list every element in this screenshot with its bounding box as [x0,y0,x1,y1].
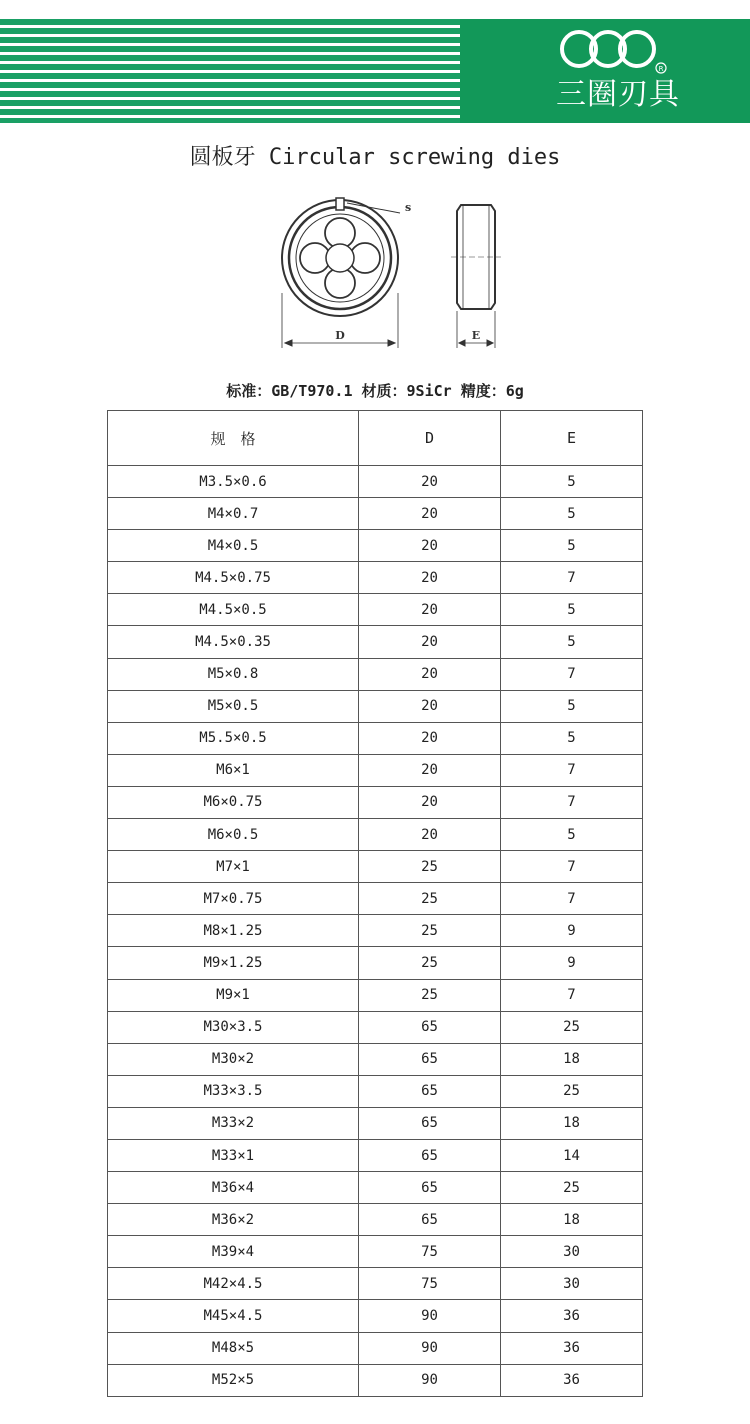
cell-e: 7 [501,851,643,883]
cell-spec: M4.5×0.5 [108,594,359,626]
cell-d: 25 [359,883,501,915]
table-row [108,915,643,947]
cell-d: 20 [359,786,501,818]
cell-d: 20 [359,594,501,626]
cell-d: 20 [359,530,501,562]
cell-d: 20 [359,722,501,754]
cell-spec: M4.5×0.75 [108,562,359,594]
table-row [108,754,643,786]
cell-spec: M5×0.8 [108,658,359,690]
cell-e: 5 [501,626,643,658]
cell-e: 14 [501,1139,643,1171]
cell-d: 20 [359,690,501,722]
page-title: 圆板牙 Circular screwing dies [189,145,561,170]
cell-spec: M30×2 [108,1043,359,1075]
cell-d: 65 [359,1011,501,1043]
cell-e: 5 [501,594,643,626]
cell-d: 90 [359,1332,501,1364]
header-stripes [0,19,460,123]
cell-e: 25 [501,1011,643,1043]
cell-d: 65 [359,1139,501,1171]
cell-spec: M4×0.5 [108,530,359,562]
cell-spec: M6×0.75 [108,786,359,818]
table-body [108,466,643,1397]
cell-d: 20 [359,819,501,851]
cell-e: 30 [501,1268,643,1300]
brand-name: 三圈刃具 [556,77,680,112]
table-row [108,1300,643,1332]
cell-spec: M36×2 [108,1204,359,1236]
cell-spec: M9×1 [108,979,359,1011]
spec-line: 标准：GB/T970.1 材质：9SiCr 精度：6g [226,382,524,400]
table-row [108,1107,643,1139]
table-row [108,1236,643,1268]
table-row [108,466,643,498]
cell-e: 36 [501,1300,643,1332]
header-e: E [501,411,643,466]
cell-d: 65 [359,1075,501,1107]
table-row [108,851,643,883]
cell-e: 5 [501,819,643,851]
cell-e: 25 [501,1075,643,1107]
cell-e: 9 [501,915,643,947]
cell-spec: M52×5 [108,1364,359,1396]
cell-d: 20 [359,562,501,594]
table-row [108,979,643,1011]
cell-d: 20 [359,466,501,498]
die-front-view [282,198,400,348]
cell-e: 7 [501,979,643,1011]
table-row [108,626,643,658]
cell-spec: M36×4 [108,1172,359,1204]
cell-e: 5 [501,722,643,754]
cell-e: 5 [501,530,643,562]
cell-e: 30 [501,1236,643,1268]
table-row [108,722,643,754]
cell-d: 75 [359,1268,501,1300]
table-row [108,1268,643,1300]
cell-d: 20 [359,498,501,530]
spec-table [107,410,643,1397]
table-row [108,1332,643,1364]
cell-d: 65 [359,1043,501,1075]
header-d: D [359,411,501,466]
three-rings-logo-icon [557,27,667,75]
dimension-d-label: D [335,329,345,342]
cell-d: 75 [359,1236,501,1268]
dimension-e-label: E [471,329,481,342]
cell-e: 25 [501,1172,643,1204]
cell-spec: M30×3.5 [108,1011,359,1043]
table-row [108,530,643,562]
cell-spec: M48×5 [108,1332,359,1364]
cell-e: 5 [501,498,643,530]
cell-spec: M4×0.7 [108,498,359,530]
cell-d: 25 [359,851,501,883]
registered-mark: R [658,65,664,73]
cell-spec: M33×1 [108,1139,359,1171]
cell-spec: M39×4 [108,1236,359,1268]
table-row [108,1364,643,1396]
cell-d: 25 [359,915,501,947]
cell-e: 7 [501,562,643,594]
table-header-row [108,411,643,466]
cell-d: 65 [359,1172,501,1204]
cell-d: 20 [359,658,501,690]
cell-spec: M8×1.25 [108,915,359,947]
table-row [108,690,643,722]
cell-e: 5 [501,466,643,498]
cell-e: 36 [501,1332,643,1364]
cell-spec: M3.5×0.6 [108,466,359,498]
cell-d: 90 [359,1300,501,1332]
cell-spec: M4.5×0.35 [108,626,359,658]
cell-spec: M33×3.5 [108,1075,359,1107]
cell-spec: M7×0.75 [108,883,359,915]
table-row [108,819,643,851]
header-spec: 规 格 [108,411,359,466]
table-row [108,1043,643,1075]
cell-e: 18 [501,1204,643,1236]
cell-e: 7 [501,754,643,786]
cell-d: 25 [359,979,501,1011]
cell-spec: M33×2 [108,1107,359,1139]
cell-d: 90 [359,1364,501,1396]
cell-d: 25 [359,947,501,979]
table-row [108,498,643,530]
table-row [108,594,643,626]
cell-spec: M45×4.5 [108,1300,359,1332]
cell-spec: M42×4.5 [108,1268,359,1300]
cell-spec: M5.5×0.5 [108,722,359,754]
cell-e: 7 [501,883,643,915]
table-row [108,947,643,979]
table-row [108,786,643,818]
brand-block [460,19,750,123]
cell-d: 20 [359,626,501,658]
cell-d: 65 [359,1204,501,1236]
cell-spec: M5×0.5 [108,690,359,722]
table-row [108,883,643,915]
cell-e: 18 [501,1043,643,1075]
table-row [108,1172,643,1204]
cell-d: 65 [359,1107,501,1139]
cell-spec: M7×1 [108,851,359,883]
cell-spec: M6×0.5 [108,819,359,851]
cell-spec: M6×1 [108,754,359,786]
table-row [108,1139,643,1171]
table-row [108,1011,643,1043]
cell-e: 9 [501,947,643,979]
die-side-view [451,205,501,348]
cell-e: 36 [501,1364,643,1396]
cell-d: 20 [359,754,501,786]
table-row [108,658,643,690]
cell-e: 18 [501,1107,643,1139]
cell-e: 5 [501,690,643,722]
table-row [108,562,643,594]
dimension-s-label: s [405,201,412,214]
die-drawing [265,193,505,358]
cell-spec: M9×1.25 [108,947,359,979]
cell-e: 7 [501,658,643,690]
table-row [108,1204,643,1236]
header-banner [0,19,750,123]
cell-e: 7 [501,786,643,818]
table-row [108,1075,643,1107]
